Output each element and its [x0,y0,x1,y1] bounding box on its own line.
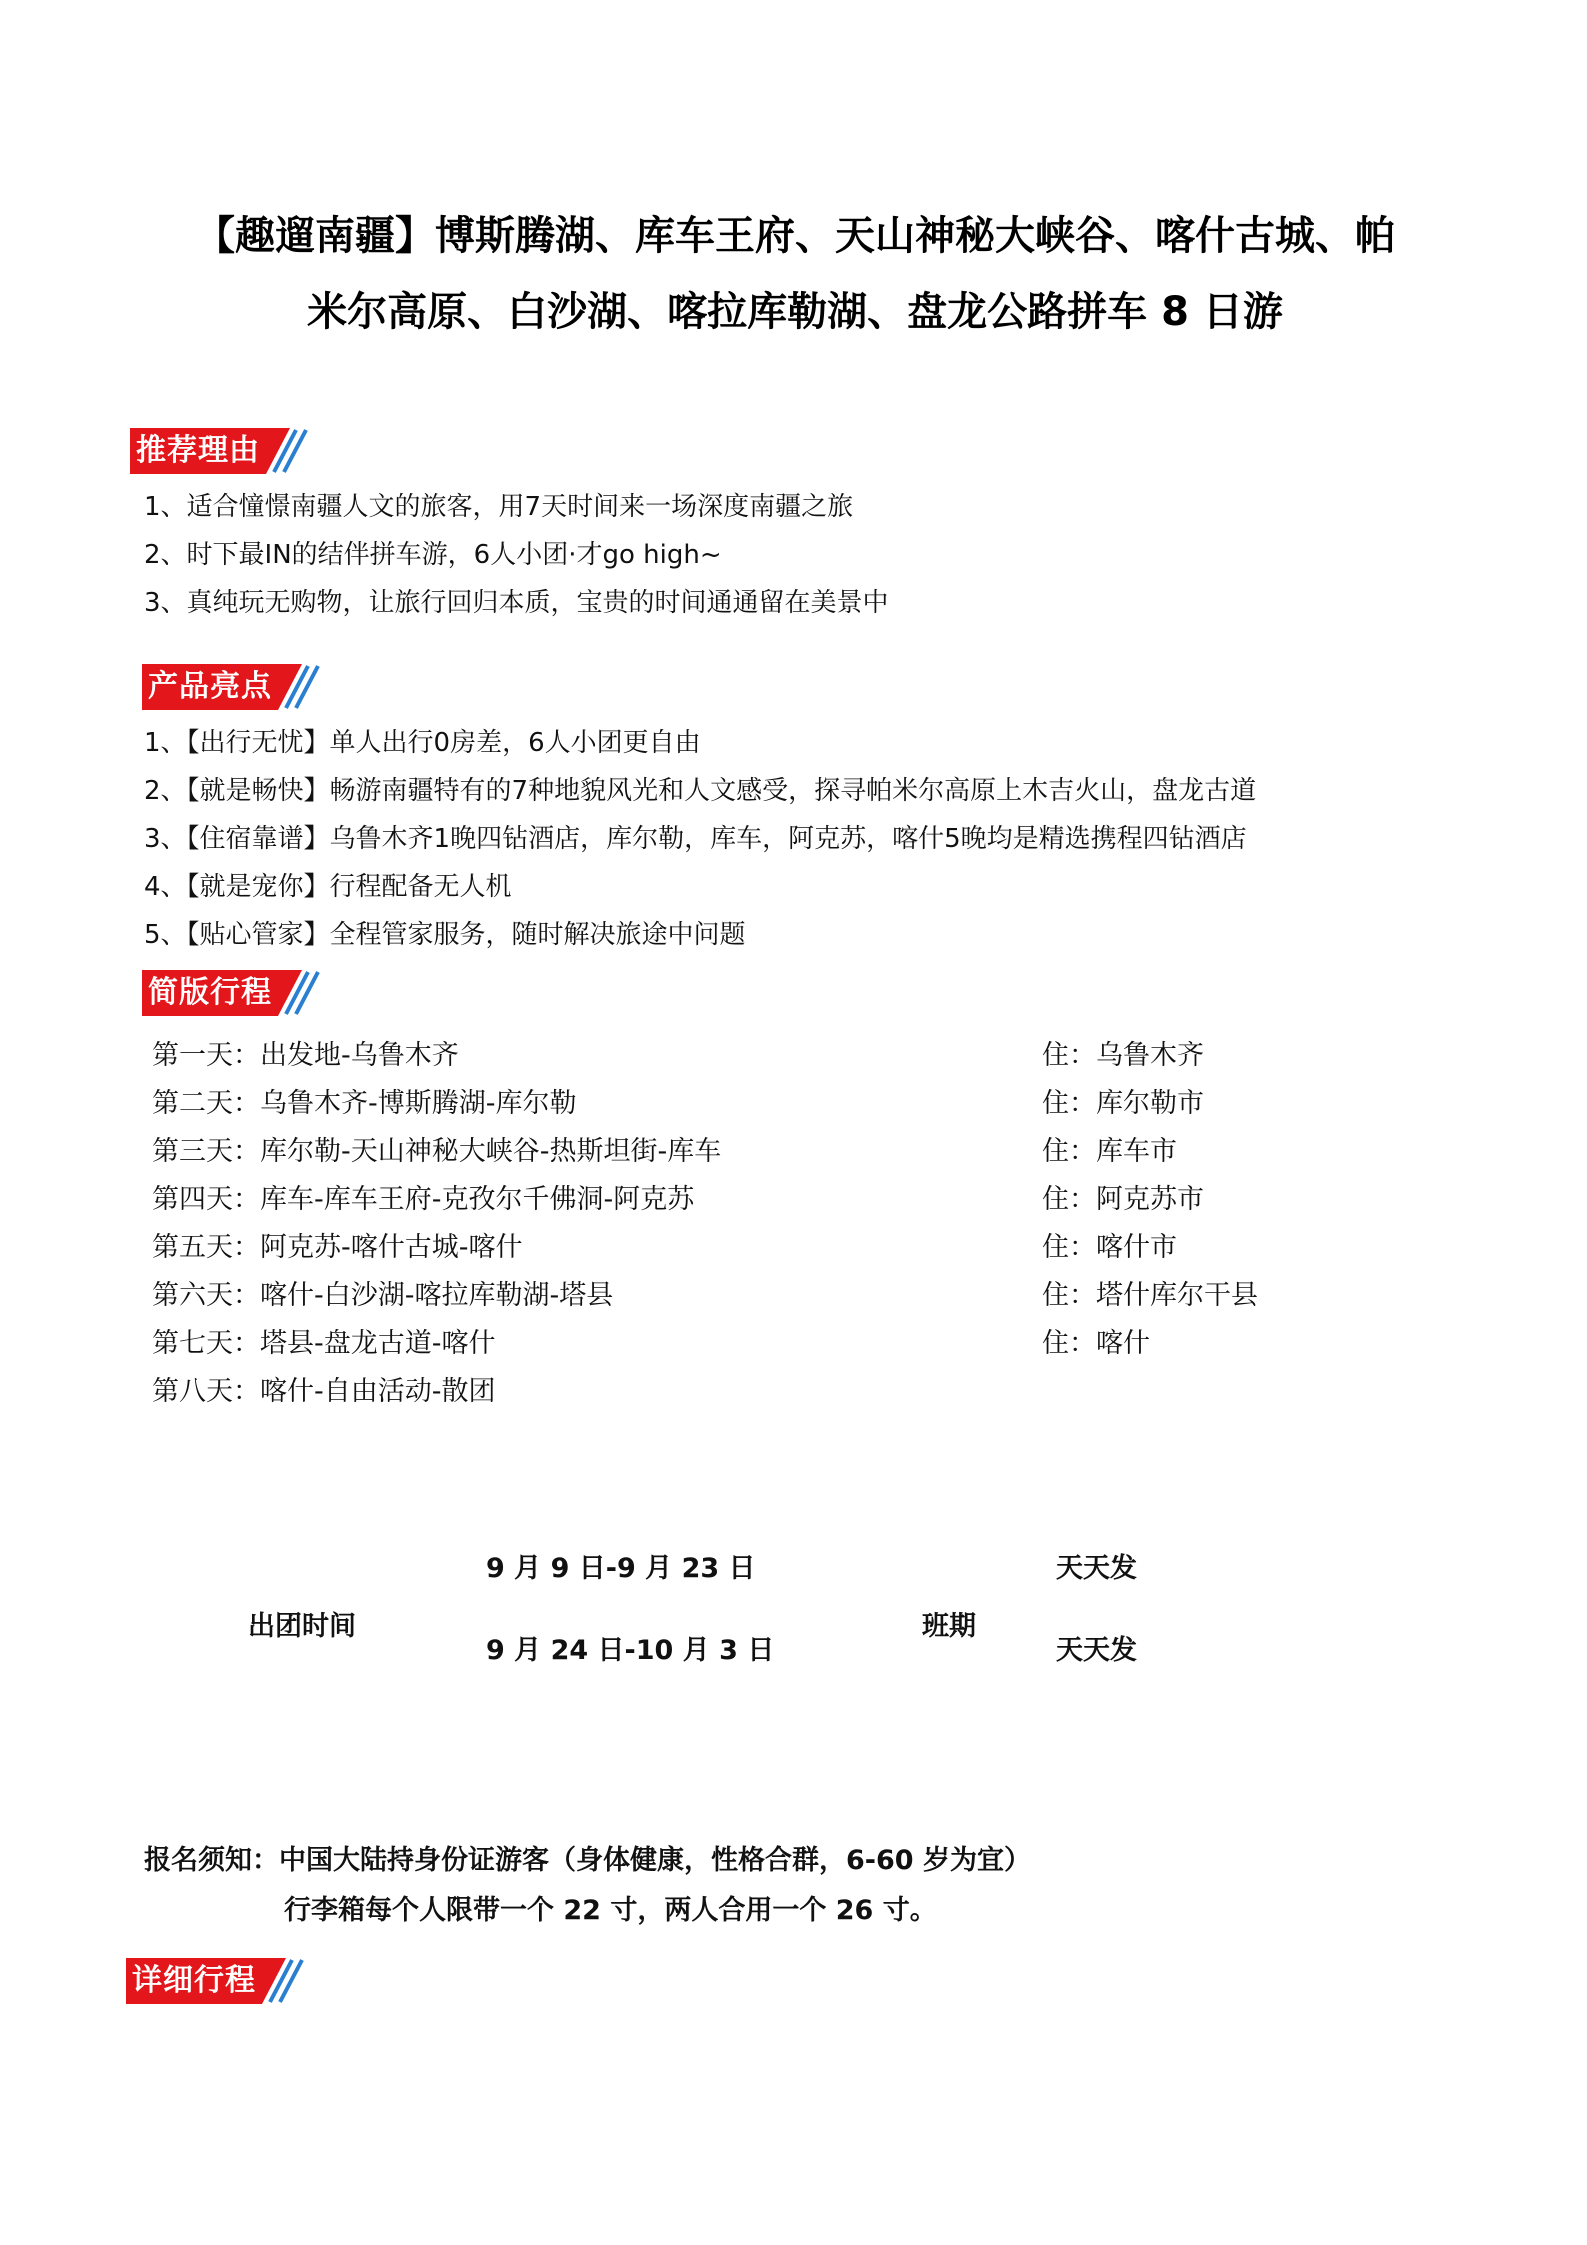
itinerary-stay: 住：乌鲁木齐 [1042,1040,1204,1071]
notice-line-1: 报名须知：中国大陆持身份证游客（身体健康，性格合群，6-60 岁为宜） [144,1845,1031,1876]
schedule-date: 9 月 9 日-9 月 23 日 [486,1553,756,1584]
schedule-label: 出团时间 [248,1611,356,1642]
itinerary-day: 第五天：阿克苏-喀什古城-喀什 [152,1232,523,1263]
schedule-period-label: 班期 [922,1611,976,1642]
schedule-frequency: 天天发 [1056,1635,1137,1666]
itinerary-stay: 住：库车市 [1042,1136,1177,1167]
itinerary-day: 第四天：库车-库车王府-克孜尔千佛洞-阿克苏 [152,1184,695,1215]
itinerary-day: 第八天：喀什-自由活动-散团 [152,1376,496,1407]
stripe-decoration-icon [266,428,312,474]
itinerary-row [152,1128,1452,1176]
highlights-list [144,719,1256,959]
itinerary-row [152,1032,1452,1080]
list-item: 3、【住宿靠谱】乌鲁木齐1晚四钻酒店，库尔勒，库车，阿克苏，喀什5晚均是精选携程四钻酒店 [144,824,1247,854]
section-title-reasons: 推荐理由 [130,428,266,474]
title-line-2: 米尔高原、白沙湖、喀拉库勒湖、盘龙公路拼车 8 日游 [307,289,1283,335]
itinerary-row [152,1176,1452,1224]
itinerary-stay: 住：塔什库尔干县 [1042,1280,1258,1311]
notice-line-2: 行李箱每个人限带一个 22 寸，两人合用一个 26 寸。 [284,1895,937,1926]
itinerary-row [152,1272,1452,1320]
section-title-highlights: 产品亮点 [142,664,278,710]
reasons-list [144,483,889,627]
itinerary-table [152,1032,1452,1416]
itinerary-stay: 住：喀什市 [1042,1232,1177,1263]
section-title-brief: 简版行程 [142,970,278,1016]
section-title-detail: 详细行程 [126,1958,262,2004]
itinerary-row [152,1368,1452,1416]
itinerary-row [152,1080,1452,1128]
itinerary-row [152,1320,1452,1368]
itinerary-stay: 住：喀什 [1042,1328,1150,1359]
list-item: 4、【就是宠你】行程配备无人机 [144,872,512,902]
stripe-decoration-icon [278,970,324,1016]
itinerary-day: 第一天：出发地-乌鲁木齐 [152,1040,459,1071]
list-item: 1、【出行无忧】单人出行0房差，6人小团更自由 [144,728,701,758]
schedule-frequency: 天天发 [1056,1553,1137,1584]
title-line-1: 【趣遛南疆】博斯腾湖、库车王府、天山神秘大峡谷、喀什古城、帕 [195,213,1395,259]
itinerary-day: 第二天：乌鲁木齐-博斯腾湖-库尔勒 [152,1088,577,1119]
section-banner-detail [126,1958,308,2004]
list-item: 2、时下最IN的结伴拼车游，6人小团·才go high~ [144,540,722,570]
itinerary-day: 第七天：塔县-盘龙古道-喀什 [152,1328,496,1359]
list-item: 1、适合憧憬南疆人文的旅客，用7天时间来一场深度南疆之旅 [144,492,854,522]
list-item: 5、【贴心管家】全程管家服务，随时解决旅途中问题 [144,920,746,950]
stripe-decoration-icon [262,1958,308,2004]
list-item: 3、真纯玩无购物，让旅行回归本质，宝贵的时间通通留在美景中 [144,588,889,618]
list-item: 2、【就是畅快】畅游南疆特有的7种地貌风光和人文感受，探寻帕米尔高原上木吉火山，盘龙古道 [144,776,1257,806]
itinerary-day: 第三天：库尔勒-天山神秘大峡谷-热斯坦街-库车 [152,1136,722,1167]
itinerary-stay: 住：阿克苏市 [1042,1184,1204,1215]
itinerary-day: 第六天：喀什-白沙湖-喀拉库勒湖-塔县 [152,1280,614,1311]
itinerary-stay: 住：库尔勒市 [1042,1088,1204,1119]
section-banner-reasons [130,428,312,474]
page-title [130,198,1460,350]
stripe-decoration-icon [278,664,324,710]
section-banner-highlights [142,664,324,710]
itinerary-row [152,1224,1452,1272]
schedule-date: 9 月 24 日-10 月 3 日 [486,1635,775,1666]
section-banner-brief [142,970,324,1016]
